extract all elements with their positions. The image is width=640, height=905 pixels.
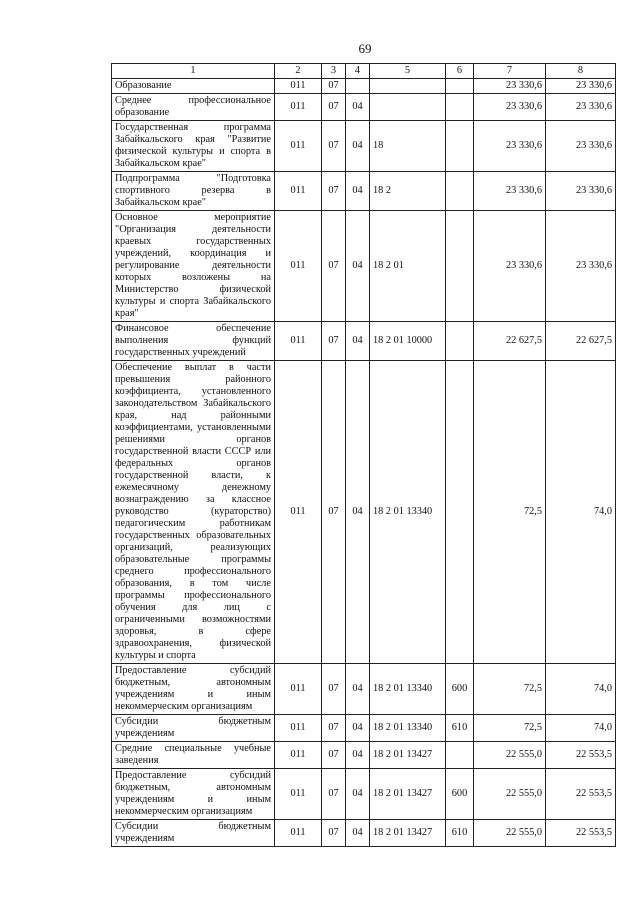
section-code: 07	[322, 322, 346, 361]
amount-year-2: 22 627,5	[546, 322, 616, 361]
target-article-code: 18 2 01 10000	[370, 322, 446, 361]
section-code: 07	[322, 769, 346, 820]
target-article-code: 18 2 01 13427	[370, 820, 446, 847]
amount-year-1: 23 330,6	[474, 94, 546, 121]
amount-year-1: 22 555,0	[474, 820, 546, 847]
amount-year-2: 23 330,6	[546, 121, 616, 172]
ministry-code: 011	[275, 664, 322, 715]
table-header-row	[112, 64, 616, 79]
table-row	[112, 715, 616, 742]
subsection-code: 04	[346, 94, 370, 121]
expense-type-code	[446, 121, 474, 172]
ministry-code: 011	[275, 322, 322, 361]
table-row	[112, 79, 616, 94]
budget-item-name: Обеспечение выплат в части превышения районного коэффициента, установленного законодательством Забайкальского края, над районными коэффициентами, установленными решениями органов государственной власти СССР или федеральных органов государственной власти, к ежемесячному денежному вознаграждению за классное руководство (кураторство) педагогическим работникам государственных образовательных организаций, реализующих образовательные программы среднего профессионального образования, в том числе программы профессионального обучения для лиц с ограниченными возможностями здоровья, в сфере здравоохранения, физической культуры и спорта	[112, 361, 275, 664]
amount-year-2: 22 553,5	[546, 742, 616, 769]
amount-year-2: 23 330,6	[546, 94, 616, 121]
section-code: 07	[322, 742, 346, 769]
target-article-code: 18 2 01 13340	[370, 664, 446, 715]
amount-year-1: 23 330,6	[474, 211, 546, 322]
budget-item-name: Предоставление субсидий бюджетным, автономным учреждениям и иным некоммерческим организациям	[112, 769, 275, 820]
expense-type-code	[446, 94, 474, 121]
header-cell-4: 4	[346, 64, 370, 79]
header-cell-2: 2	[275, 64, 322, 79]
page-number: 69	[358, 41, 372, 56]
budget-item-name: Среднее профессиональное образование	[112, 94, 275, 121]
budget-item-name: Финансовое обеспечение выполнения функций государственных учреждений	[112, 322, 275, 361]
subsection-code: 04	[346, 121, 370, 172]
table-row	[112, 742, 616, 769]
section-code: 07	[322, 172, 346, 211]
budget-item-name: Основное мероприятие "Организация деятельности краевых государственных учреждений, координация и регулирование деятельности которых возложены на Министерство физической культуры и спорта Забайкальского края"	[112, 211, 275, 322]
amount-year-2: 74,0	[546, 664, 616, 715]
ministry-code: 011	[275, 172, 322, 211]
ministry-code: 011	[275, 769, 322, 820]
ministry-code: 011	[275, 121, 322, 172]
amount-year-1: 23 330,6	[474, 121, 546, 172]
ministry-code: 011	[275, 742, 322, 769]
table-row	[112, 769, 616, 820]
section-code: 07	[322, 79, 346, 94]
amount-year-2: 74,0	[546, 361, 616, 664]
subsection-code: 04	[346, 742, 370, 769]
target-article-code: 18 2 01 13427	[370, 742, 446, 769]
subsection-code: 04	[346, 769, 370, 820]
target-article-code: 18 2 01 13340	[370, 361, 446, 664]
target-article-code: 18	[370, 121, 446, 172]
amount-year-2: 22 553,5	[546, 769, 616, 820]
section-code: 07	[322, 211, 346, 322]
section-code: 07	[322, 715, 346, 742]
budget-item-name: Подпрограмма "Подготовка спортивного резерва в Забайкальском крае"	[112, 172, 275, 211]
expense-type-code: 600	[446, 769, 474, 820]
table-body	[112, 64, 616, 847]
amount-year-1: 22 555,0	[474, 769, 546, 820]
expense-type-code	[446, 172, 474, 211]
target-article-code: 18 2 01 13340	[370, 715, 446, 742]
expense-type-code: 610	[446, 715, 474, 742]
header-cell-5: 5	[370, 64, 446, 79]
amount-year-2: 74,0	[546, 715, 616, 742]
section-code: 07	[322, 121, 346, 172]
expense-type-code	[446, 322, 474, 361]
target-article-code	[370, 94, 446, 121]
header-cell-8: 8	[546, 64, 616, 79]
section-code: 07	[322, 664, 346, 715]
table-row	[112, 172, 616, 211]
budget-table	[111, 63, 616, 847]
table-row	[112, 121, 616, 172]
amount-year-2: 23 330,6	[546, 79, 616, 94]
amount-year-1: 72,5	[474, 715, 546, 742]
section-code: 07	[322, 94, 346, 121]
subsection-code: 04	[346, 715, 370, 742]
budget-item-name: Предоставление субсидий бюджетным, автономным учреждениям и иным некоммерческим организациям	[112, 664, 275, 715]
amount-year-2: 23 330,6	[546, 211, 616, 322]
ministry-code: 011	[275, 94, 322, 121]
amount-year-1: 22 555,0	[474, 742, 546, 769]
table-row	[112, 94, 616, 121]
amount-year-2: 23 330,6	[546, 172, 616, 211]
amount-year-1: 23 330,6	[474, 79, 546, 94]
budget-item-name: Субсидии бюджетным учреждениям	[112, 820, 275, 847]
target-article-code: 18 2 01	[370, 211, 446, 322]
ministry-code: 011	[275, 211, 322, 322]
amount-year-1: 23 330,6	[474, 172, 546, 211]
subsection-code: 04	[346, 172, 370, 211]
target-article-code: 18 2 01 13427	[370, 769, 446, 820]
table-row	[112, 322, 616, 361]
amount-year-2: 22 553,5	[546, 820, 616, 847]
table-row	[112, 361, 616, 664]
amount-year-1: 72,5	[474, 361, 546, 664]
amount-year-1: 72,5	[474, 664, 546, 715]
subsection-code	[346, 79, 370, 94]
section-code: 07	[322, 820, 346, 847]
subsection-code: 04	[346, 361, 370, 664]
header-cell-1: 1	[112, 64, 275, 79]
subsection-code: 04	[346, 211, 370, 322]
ministry-code: 011	[275, 715, 322, 742]
expense-type-code	[446, 211, 474, 322]
expense-type-code: 610	[446, 820, 474, 847]
target-article-code: 18 2	[370, 172, 446, 211]
table-row	[112, 211, 616, 322]
table-row	[112, 820, 616, 847]
budget-item-name: Средние специальные учебные заведения	[112, 742, 275, 769]
ministry-code: 011	[275, 361, 322, 664]
subsection-code: 04	[346, 820, 370, 847]
budget-item-name: Государственная программа Забайкальского края "Развитие физической культуры и спорта в Забайкальском крае"	[112, 121, 275, 172]
budget-item-name: Субсидии бюджетным учреждениям	[112, 715, 275, 742]
target-article-code	[370, 79, 446, 94]
header-cell-7: 7	[474, 64, 546, 79]
ministry-code: 011	[275, 79, 322, 94]
expense-type-code	[446, 79, 474, 94]
header-cell-6: 6	[446, 64, 474, 79]
ministry-code: 011	[275, 820, 322, 847]
expense-type-code: 600	[446, 664, 474, 715]
table-row	[112, 664, 616, 715]
subsection-code: 04	[346, 322, 370, 361]
amount-year-1: 22 627,5	[474, 322, 546, 361]
section-code: 07	[322, 361, 346, 664]
budget-item-name: Образование	[112, 79, 275, 94]
header-cell-3: 3	[322, 64, 346, 79]
subsection-code: 04	[346, 664, 370, 715]
expense-type-code	[446, 361, 474, 664]
expense-type-code	[446, 742, 474, 769]
